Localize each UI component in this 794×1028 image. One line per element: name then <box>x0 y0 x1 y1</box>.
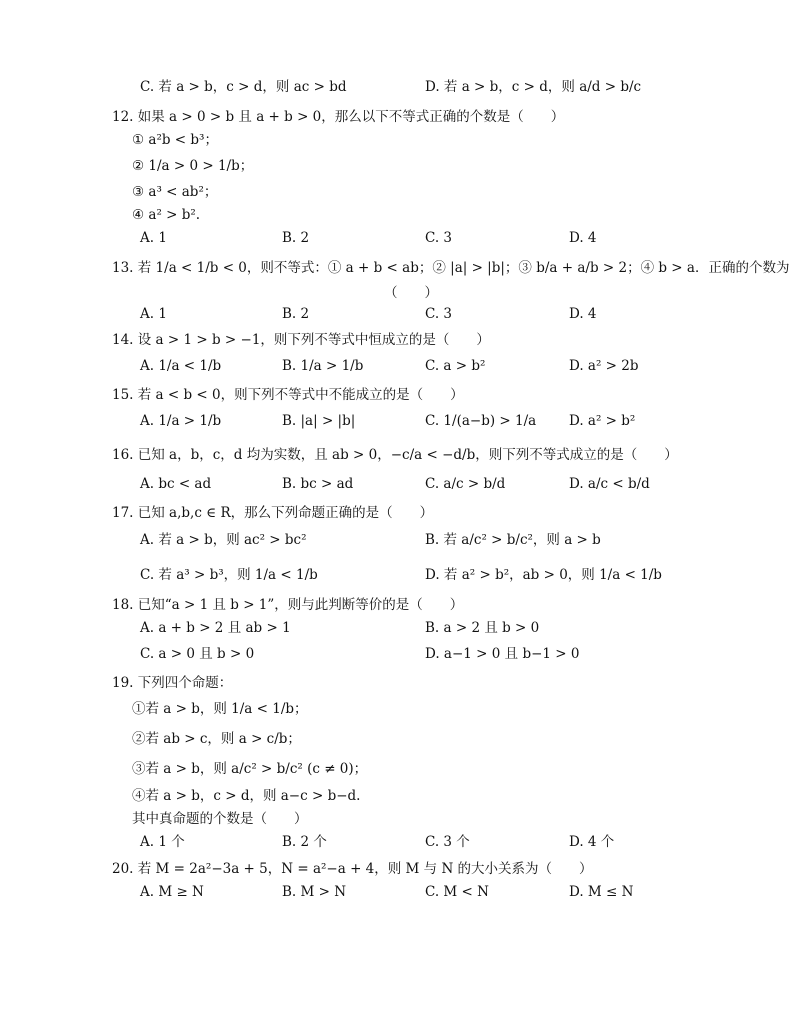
q17-option-a: A. 若 a > b，则 ac² > bc² <box>140 532 307 548</box>
q20-option-b: B. M > N <box>282 884 347 900</box>
q16-option-d: D. a/c < b/d <box>569 476 650 492</box>
q13-stem: 13. 若 1/a < 1/b < 0，则不等式：① a + b < ab；② |a| > |b|；③ b/a + a/b > 2；④ b > a．正确的个数为 <box>112 260 790 276</box>
q15-option-a: A. 1/a > 1/b <box>140 413 222 429</box>
q12-option-a: A. 1 <box>140 230 167 246</box>
q18-option-c: C. a > 0 且 b > 0 <box>140 646 255 662</box>
q19-option-c: C. 3 个 <box>425 834 470 850</box>
q13-option-d: D. 4 <box>569 306 597 322</box>
q18-option-b: B. a > 2 且 b > 0 <box>425 620 540 636</box>
q12-item-2: ② 1/a > 0 > 1/b； <box>132 158 254 174</box>
q19-option-b: B. 2 个 <box>282 834 327 850</box>
q18-option-d: D. a−1 > 0 且 b−1 > 0 <box>425 646 580 662</box>
q12-stem: 12. 如果 a > 0 > b 且 a + b > 0，那么以下不等式正确的个数是（ ） <box>112 109 565 125</box>
q15-option-d: D. a² > b² <box>569 413 636 429</box>
q14-option-c: C. a > b² <box>425 358 486 374</box>
q19-item-1: ①若 a > b，则 1/a < 1/b； <box>132 701 308 717</box>
q18-option-a: A. a + b > 2 且 ab > 1 <box>140 620 291 636</box>
q19-option-d: D. 4 个 <box>569 834 615 850</box>
q11-option-c: C. 若 a > b，c > d，则 ac > bd <box>140 79 347 95</box>
q13-option-a: A. 1 <box>140 306 167 322</box>
q14-stem: 14. 设 a > 1 > b > −1，则下列不等式中恒成立的是（ ） <box>112 332 490 348</box>
q13-paren: （ ） <box>384 285 438 301</box>
q15-stem: 15. 若 a < b < 0，则下列不等式中不能成立的是（ ） <box>112 387 464 403</box>
q19-question: 其中真命题的个数是（ ） <box>132 811 308 827</box>
q15-option-b: B. |a| > |b| <box>282 413 356 429</box>
q14-option-a: A. 1/a < 1/b <box>140 358 222 374</box>
q14-option-d: D. a² > 2b <box>569 358 639 374</box>
q16-option-c: C. a/c > b/d <box>425 476 506 492</box>
q17-option-b: B. 若 a/c² > b/c²，则 a > b <box>425 532 601 548</box>
q16-stem: 16. 已知 a，b，c，d 均为实数，且 ab > 0，−c/a < −d/b，则下列不等式成立的是（ ） <box>112 447 678 463</box>
q12-item-3: ③ a³ < ab²； <box>132 184 218 200</box>
q16-option-a: A. bc < ad <box>140 476 212 492</box>
q17-option-d: D. 若 a² > b²，ab > 0，则 1/a < 1/b <box>425 567 662 583</box>
q17-option-c: C. 若 a³ > b³，则 1/a < 1/b <box>140 567 318 583</box>
q19-item-2: ②若 ab > c，则 a > c/b； <box>132 731 301 747</box>
q16-option-b: B. bc > ad <box>282 476 354 492</box>
q18-stem: 18. 已知“a > 1 且 b > 1”，则与此判断等价的是（ ） <box>112 597 464 613</box>
q14-option-b: B. 1/a > 1/b <box>282 358 364 374</box>
q12-item-1: ① a²b < b³； <box>132 132 218 148</box>
q20-option-d: D. M ≤ N <box>569 884 634 900</box>
q20-option-c: C. M < N <box>425 884 489 900</box>
q13-option-b: B. 2 <box>282 306 310 322</box>
q19-item-3: ③若 a > b，则 a/c² > b/c² (c ≠ 0)； <box>132 761 368 777</box>
q12-item-4: ④ a² > b². <box>132 207 201 223</box>
q12-option-c: C. 3 <box>425 230 453 246</box>
q19-option-a: A. 1 个 <box>140 834 185 850</box>
q12-option-d: D. 4 <box>569 230 597 246</box>
q15-option-c: C. 1/(a−b) > 1/a <box>425 413 537 429</box>
q17-stem: 17. 已知 a,b,c ∈ R，那么下列命题正确的是（ ） <box>112 505 434 521</box>
q12-option-b: B. 2 <box>282 230 310 246</box>
q19-stem: 19. 下列四个命题： <box>112 675 233 691</box>
q20-stem: 20. 若 M = 2a²−3a + 5，N = a²−a + 4，则 M 与 N 的大小关系为（ ） <box>112 861 593 877</box>
q20-option-a: A. M ≥ N <box>140 884 204 900</box>
q11-option-d: D. 若 a > b，c > d，则 a/d > b/c <box>425 79 642 95</box>
q19-item-4: ④若 a > b，c > d，则 a−c > b−d. <box>132 788 361 804</box>
q13-option-c: C. 3 <box>425 306 453 322</box>
